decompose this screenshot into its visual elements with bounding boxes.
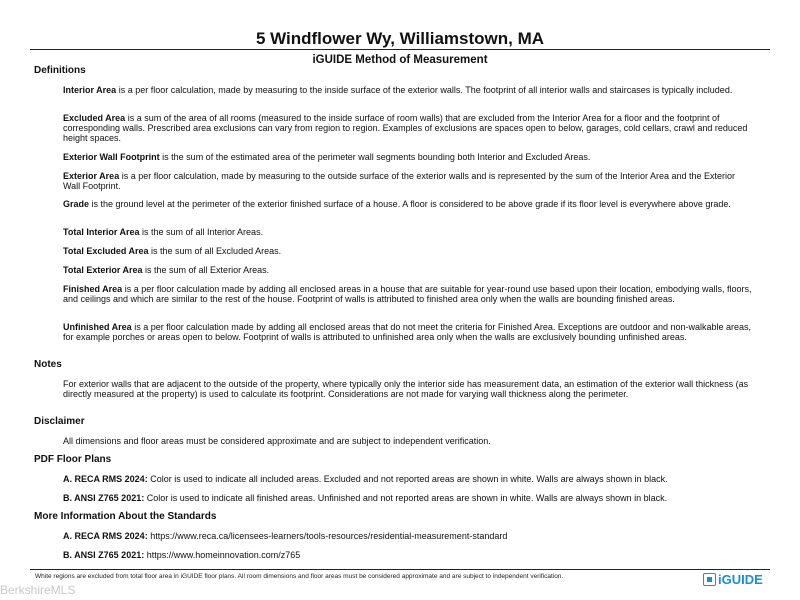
more-info-term: A. RECA RMS 2024: (63, 531, 148, 541)
definition-term: Unfinished Area (63, 322, 132, 332)
definition-term: Exterior Wall Footprint (63, 152, 160, 162)
section-heading-pdf-floor-plans: PDF Floor Plans (34, 454, 112, 465)
pdf-plan-text: Color is used to indicate all included areas. Excluded and not reported areas are shown in white. Walls are always shown in black. (147, 474, 668, 484)
more-info-term: B. ANSI Z765 2021: (63, 550, 145, 560)
definition-term: Finished Area (63, 284, 123, 294)
pdf-plan-item (63, 474, 753, 484)
notes-text: For exterior walls that are adjacent to the outside of the property, where typically only the interior side has measurement data, an estimation of the exterior wall thickness (as directly measured at the property) is used to calculate its footprint. Considerations are not made for varying wall thickness along the perimeter. (63, 379, 749, 399)
definition-text: is the sum of all Excluded Areas. (148, 246, 282, 256)
definition-item (63, 246, 753, 256)
definition-item (63, 227, 753, 237)
definition-item (63, 322, 753, 342)
definition-term: Excluded Area (63, 113, 126, 123)
definition-term: Total Exterior Area (63, 265, 143, 275)
pdf-plan-text: Color is used to indicate all finished areas. Unfinished and not reported areas are shown in white. Walls are always shown in black. (144, 493, 668, 503)
definition-text: is a per floor calculation, made by measuring to the outside surface of the exterior walls and is represented by the sum of the Interior Area and the Exterior Wall Footprint. (63, 171, 736, 191)
definition-term: Interior Area (63, 85, 117, 95)
title-divider (30, 49, 770, 50)
iguide-logo-icon (703, 573, 716, 586)
section-heading-more-info: More Information About the Standards (34, 511, 217, 522)
pdf-plan-term: A. RECA RMS 2024: (63, 474, 148, 484)
page-title: 5 Windflower Wy, Williamstown, MA (255, 29, 545, 48)
iguide-logo-text: iGUIDE (718, 571, 763, 587)
footer-divider (30, 569, 770, 570)
definition-item (63, 171, 753, 191)
more-info-item (63, 550, 753, 560)
definition-item (63, 85, 753, 95)
definition-term: Total Interior Area (63, 227, 140, 237)
pdf-plan-term: B. ANSI Z765 2021: (63, 493, 145, 503)
definition-text: is the sum of the estimated area of the perimeter wall segments bounding both Interior and Excluded Areas. (159, 152, 591, 162)
definition-item (63, 265, 753, 275)
definition-text: is a per floor calculation made by adding all enclosed areas in a house that are suitable for year-round use based upon their location, embodying walls, floors, and ceilings and which are similar to the rest of the house. Footprint of walls is attributed to finished area only when the walls are bounding finished areas. (63, 284, 752, 304)
more-info-item (63, 531, 753, 541)
more-info-link[interactable]: https://www.homeinnovation.com/z765 (144, 550, 301, 560)
more-info-link[interactable]: https://www.reca.ca/licensees-learners/tools-resources/residential-measurement-standard (147, 531, 508, 541)
definition-text: is a per floor calculation, made by measuring to the inside surface of the exterior walls. The footprint of all interior walls and staircases is typically included. (116, 85, 733, 95)
disclaimer-text: All dimensions and floor areas must be considered approximate and are subject to independent verification. (63, 436, 491, 446)
definition-item (63, 284, 753, 304)
definition-text: is the ground level at the perimeter of the exterior finished surface of a house. A floor is considered to be above grade if its floor level is everywhere above grade. (89, 199, 731, 209)
definition-term: Total Excluded Area (63, 246, 149, 256)
definition-term: Grade (63, 199, 90, 209)
definition-item (63, 199, 753, 209)
section-heading-disclaimer: Disclaimer (34, 416, 85, 427)
pdf-plan-item (63, 493, 753, 503)
mls-watermark: BerkshireMLS (0, 583, 76, 597)
iguide-logo (703, 570, 763, 588)
definition-item (63, 152, 753, 162)
section-heading-notes: Notes (34, 359, 62, 370)
definition-text: is a per floor calculation made by adding all enclosed areas that do not meet the criteria for Finished Area. Exceptions are outdoor and non-walkable areas, for example porches or areas open to below. Footprint of walls is attributed to unfinished area only when the walls are exclusively bounding unfinished areas. (63, 322, 752, 342)
definition-text: is a sum of the area of all rooms (measured to the inside surface of room walls) that are excluded from the Interior Area for a floor and the footprint of corresponding walls. Prescribed area exclusions can vary from region to region. Examples of exclusions are spaces open to below, garages, cold cellars, crawl and reduced height spaces. (63, 113, 748, 143)
page-subtitle: iGUIDE Method of Measurement (312, 54, 488, 66)
footer-note: White regions are excluded from total floor area in iGUIDE floor plans. All room dimensions and floor areas must be considered approximate and are subject to independent verification. (35, 573, 564, 580)
definition-text: is the sum of all Exterior Areas. (142, 265, 270, 275)
definition-term: Exterior Area (63, 171, 120, 181)
definition-text: is the sum of all Interior Areas. (139, 227, 264, 237)
section-heading-definitions: Definitions (34, 65, 86, 76)
definition-item (63, 113, 753, 143)
